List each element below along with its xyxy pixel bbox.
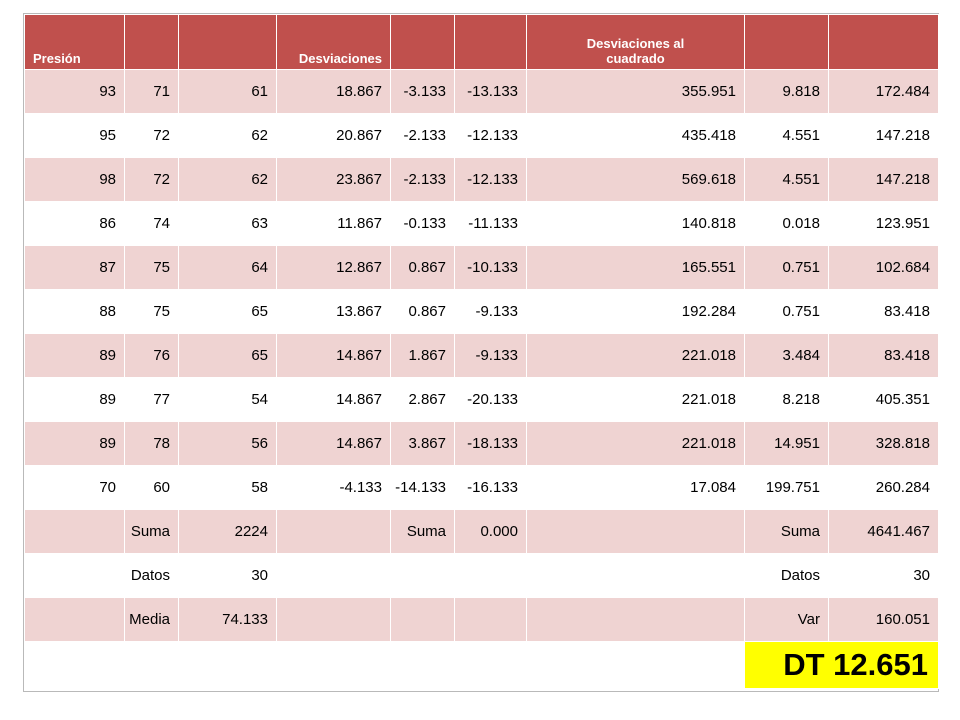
table-cell: 58 — [179, 466, 277, 510]
table-row — [25, 466, 939, 510]
header-blank-1 — [125, 15, 179, 70]
empty-cell — [455, 554, 527, 598]
header-desviaciones-al-cuadrado-text: Desviaciones al cuadrado — [586, 35, 685, 67]
header-blank-5 — [745, 15, 829, 70]
summary-cell: 2224 — [179, 510, 277, 554]
table-cell: 86 — [25, 202, 125, 246]
summary-cell: 30 — [829, 554, 939, 598]
table-cell: -18.133 — [455, 422, 527, 466]
empty-cell — [391, 554, 455, 598]
table-cell: -13.133 — [455, 70, 527, 114]
header-desviaciones: Desviaciones — [277, 15, 391, 70]
table-cell: 71 — [125, 70, 179, 114]
table-cell: 14.867 — [277, 334, 391, 378]
empty-cell — [391, 598, 455, 642]
table-cell: 89 — [25, 378, 125, 422]
table-cell: -9.133 — [455, 334, 527, 378]
table-cell: 64 — [179, 246, 277, 290]
table-row — [25, 334, 939, 378]
table-cell: -16.133 — [455, 466, 527, 510]
summary-cell: Suma — [391, 510, 455, 554]
table-cell: -3.133 — [391, 70, 455, 114]
table-cell: -2.133 — [391, 114, 455, 158]
table-cell: 405.351 — [829, 378, 939, 422]
table-cell: 65 — [179, 334, 277, 378]
table-cell: 93 — [25, 70, 125, 114]
empty-cell — [527, 510, 745, 554]
table-row — [25, 202, 939, 246]
table-cell: 61 — [179, 70, 277, 114]
header-blank-3 — [391, 15, 455, 70]
table-cell: 0.751 — [745, 290, 829, 334]
table-cell: 140.818 — [527, 202, 745, 246]
header-presion: Presión — [25, 15, 125, 70]
table-cell: 78 — [125, 422, 179, 466]
header-blank-2 — [179, 15, 277, 70]
table-cell: 328.818 — [829, 422, 939, 466]
table-cell: 62 — [179, 114, 277, 158]
table-cell: 4.551 — [745, 158, 829, 202]
table-cell: 8.218 — [745, 378, 829, 422]
table-row — [25, 70, 939, 114]
table-cell: -10.133 — [455, 246, 527, 290]
table-cell: 75 — [125, 246, 179, 290]
table-cell: 221.018 — [527, 334, 745, 378]
table-cell: 77 — [125, 378, 179, 422]
table-cell: 76 — [125, 334, 179, 378]
empty-cell — [455, 598, 527, 642]
table-cell: -11.133 — [455, 202, 527, 246]
table-cell: 72 — [125, 158, 179, 202]
table-row — [25, 378, 939, 422]
table-cell: 0.867 — [391, 290, 455, 334]
empty-cell — [527, 598, 745, 642]
table-cell: -14.133 — [391, 466, 455, 510]
table-cell: 12.867 — [277, 246, 391, 290]
summary-cell: 4641.467 — [829, 510, 939, 554]
header-row — [25, 15, 939, 70]
table-cell: 72 — [125, 114, 179, 158]
table-cell: 83.418 — [829, 334, 939, 378]
table-row — [25, 422, 939, 466]
table-cell: 260.284 — [829, 466, 939, 510]
table-cell: 9.818 — [745, 70, 829, 114]
summary-cell: 74.133 — [179, 598, 277, 642]
table-cell: 123.951 — [829, 202, 939, 246]
table-cell: 221.018 — [527, 378, 745, 422]
empty-cell — [25, 598, 125, 642]
header-blank-4 — [455, 15, 527, 70]
table-row — [25, 114, 939, 158]
table-cell: 70 — [25, 466, 125, 510]
table-cell: 147.218 — [829, 158, 939, 202]
header-blank-6 — [829, 15, 939, 70]
standard-deviation-result: DT 12.651 — [745, 642, 939, 689]
table-cell: 14.867 — [277, 378, 391, 422]
table-cell: 0.867 — [391, 246, 455, 290]
table-cell: 63 — [179, 202, 277, 246]
summary-cell: Datos — [745, 554, 829, 598]
table-cell: 1.867 — [391, 334, 455, 378]
table-cell: 3.484 — [745, 334, 829, 378]
table-cell: 172.484 — [829, 70, 939, 114]
table-cell: 11.867 — [277, 202, 391, 246]
table-cell: 4.551 — [745, 114, 829, 158]
table-cell: 87 — [25, 246, 125, 290]
summary-cell: Suma — [745, 510, 829, 554]
table-cell: 89 — [25, 334, 125, 378]
datos-row — [25, 554, 939, 598]
table-cell: 221.018 — [527, 422, 745, 466]
table-cell: 83.418 — [829, 290, 939, 334]
table-cell: -4.133 — [277, 466, 391, 510]
table-row — [25, 158, 939, 202]
empty-cell — [277, 510, 391, 554]
table-cell: 102.684 — [829, 246, 939, 290]
table-cell: 435.418 — [527, 114, 745, 158]
summary-cell: Suma — [125, 510, 179, 554]
table-cell: 0.751 — [745, 246, 829, 290]
table-body — [25, 70, 939, 689]
table-row — [25, 246, 939, 290]
table-cell: 569.618 — [527, 158, 745, 202]
summary-cell: 30 — [179, 554, 277, 598]
table-cell: 54 — [179, 378, 277, 422]
summary-cell: Media — [125, 598, 179, 642]
table-cell: 74 — [125, 202, 179, 246]
table-cell: -2.133 — [391, 158, 455, 202]
table-cell: 14.867 — [277, 422, 391, 466]
table-cell: 17.084 — [527, 466, 745, 510]
table-cell: 89 — [25, 422, 125, 466]
table-cell: 192.284 — [527, 290, 745, 334]
header-desviaciones-al-cuadrado — [527, 15, 745, 70]
table-cell: 56 — [179, 422, 277, 466]
table-cell: 65 — [179, 290, 277, 334]
table-cell: 20.867 — [277, 114, 391, 158]
empty-cell — [25, 554, 125, 598]
statistics-table — [24, 14, 939, 689]
table-cell: 75 — [125, 290, 179, 334]
table-cell: 14.951 — [745, 422, 829, 466]
table-cell: 355.951 — [527, 70, 745, 114]
table-cell: 0.018 — [745, 202, 829, 246]
empty-cell — [277, 554, 391, 598]
table-cell: 60 — [125, 466, 179, 510]
empty-cell — [277, 598, 391, 642]
table-cell: 13.867 — [277, 290, 391, 334]
table-cell: -9.133 — [455, 290, 527, 334]
media-var-row — [25, 598, 939, 642]
summary-cell: 160.051 — [829, 598, 939, 642]
table-cell: -20.133 — [455, 378, 527, 422]
empty-cell — [527, 554, 745, 598]
table-cell: 3.867 — [391, 422, 455, 466]
table-cell: 23.867 — [277, 158, 391, 202]
table-cell: 88 — [25, 290, 125, 334]
empty-cell — [25, 510, 125, 554]
suma-row — [25, 510, 939, 554]
table-row — [25, 290, 939, 334]
table-cell: -12.133 — [455, 114, 527, 158]
table-cell: 165.551 — [527, 246, 745, 290]
summary-cell: Datos — [125, 554, 179, 598]
dt-row — [25, 642, 939, 689]
summary-cell: Var — [745, 598, 829, 642]
table-cell: 147.218 — [829, 114, 939, 158]
table-cell: 199.751 — [745, 466, 829, 510]
table-cell: 2.867 — [391, 378, 455, 422]
table-cell: 98 — [25, 158, 125, 202]
table-cell: 62 — [179, 158, 277, 202]
table-cell: -0.133 — [391, 202, 455, 246]
table-cell: 18.867 — [277, 70, 391, 114]
table-cell: -12.133 — [455, 158, 527, 202]
empty-cell — [25, 642, 745, 689]
summary-cell: 0.000 — [455, 510, 527, 554]
table-cell: 95 — [25, 114, 125, 158]
